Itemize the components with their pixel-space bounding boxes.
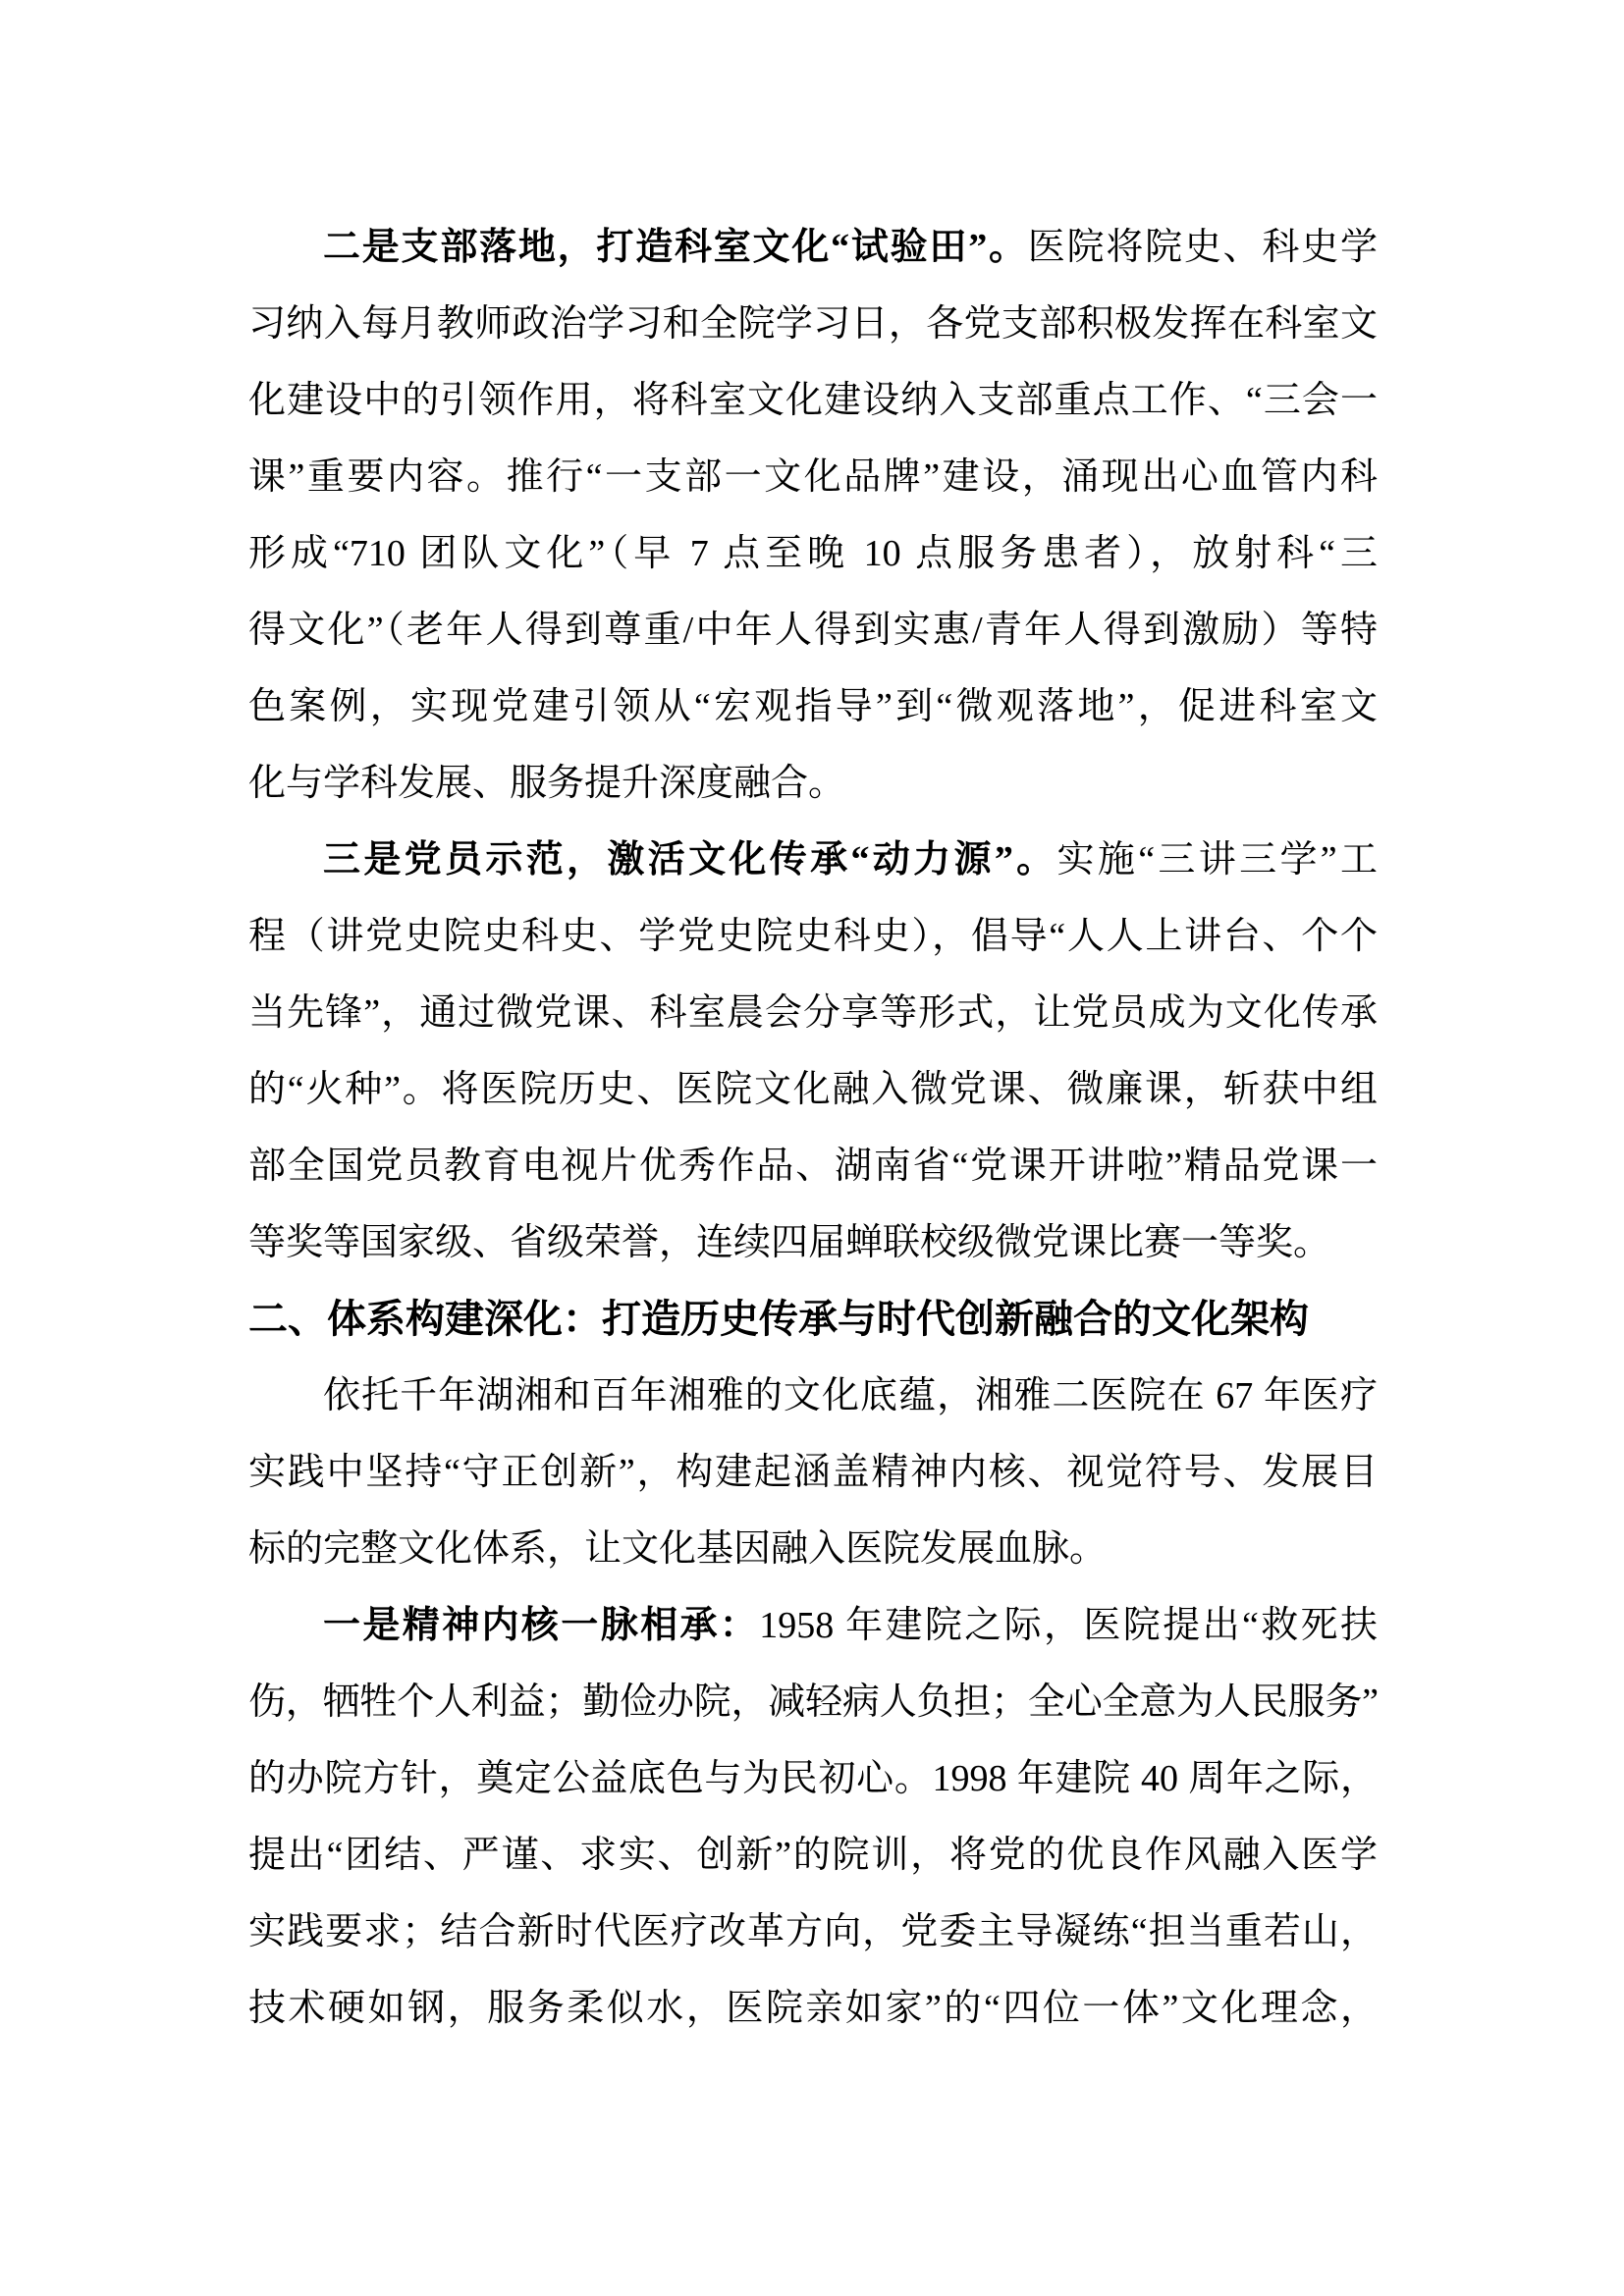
text-segment: 当先锋”，通过微党课、科室晨会分享等形式，让党员成为文化传承	[248, 992, 1378, 1034]
text-segment: 实施“三讲三学”工	[1056, 839, 1378, 881]
text-line	[248, 1434, 1378, 1511]
paragraph-lead-line	[248, 209, 1378, 286]
text-line	[248, 1664, 1378, 1740]
text-line	[248, 1740, 1378, 1817]
text-line	[248, 362, 1378, 439]
text-segment: 依托千年湖湘和百年湘雅的文化底蕴，湘雅二医院在 67 年医疗	[323, 1375, 1378, 1416]
bold-text-segment: 三是党员示范，激活文化传承“动力源”。	[323, 839, 1057, 881]
paragraph-last-line	[248, 1204, 1378, 1281]
paragraph-lead-line	[248, 822, 1378, 898]
paragraph-last-line	[248, 745, 1378, 822]
text-line	[248, 975, 1378, 1051]
text-segment: 化与学科发展、服务提升深度融合。	[248, 763, 846, 804]
paragraph-lead-line	[248, 1587, 1378, 1664]
text-line	[248, 898, 1378, 975]
text-segment: 程（讲党史院史科史、学党史院史科史），倡导“人人上讲台、个个	[248, 916, 1378, 957]
bold-text-segment: 一是精神内核一脉相承：	[323, 1605, 760, 1646]
text-segment: 伤，牺牲个人利益；勤俭办院，减轻病人负担；全心全意为人民服务”	[248, 1682, 1378, 1723]
text-segment: 习纳入每月教师政治学习和全院学习日，各党支部积极发挥在科室文	[248, 303, 1378, 345]
section-heading	[248, 1281, 1378, 1358]
text-line	[248, 1051, 1378, 1128]
text-segment: 的办院方针，奠定公益底色与为民初心。1998 年建院 40 周年之际，	[248, 1758, 1378, 1799]
text-line	[248, 1894, 1378, 1970]
bold-text-segment: 二是支部落地，打造科室文化“试验田”。	[323, 227, 1028, 268]
text-segment: 色案例，实现党建引领从“宏观指导”到“微观落地”，促进科室文	[248, 686, 1378, 727]
text-segment: 实践中坚持“守正创新”，构建起涵盖精神内核、视觉符号、发展目	[248, 1452, 1378, 1493]
text-segment: 标的完整文化体系，让文化基因融入医院发展血脉。	[248, 1528, 1108, 1570]
text-segment: 等奖等国家级、省级荣誉，连续四届蝉联校级微党课比赛一等奖。	[248, 1222, 1331, 1263]
text-line	[248, 592, 1378, 668]
text-segment: 实践要求；结合新时代医疗改革方向，党委主导凝练“担当重若山，	[248, 1911, 1378, 1952]
text-segment: 技术硬如钢，服务柔似水，医院亲如家”的“四位一体”文化理念，	[248, 1988, 1378, 2029]
text-line	[248, 439, 1378, 515]
text-line	[248, 1128, 1378, 1204]
text-segment: 部全国党员教育电视片优秀作品、湖南省“党课开讲啦”精品党课一	[248, 1146, 1378, 1187]
text-segment: 1958 年建院之际，医院提出“救死扶	[759, 1605, 1378, 1646]
text-line	[248, 668, 1378, 745]
paragraph-lead-line	[248, 1358, 1378, 1434]
text-segment: 化建设中的引领作用，将科室文化建设纳入支部重点工作、“三会一	[248, 380, 1378, 421]
paragraph-last-line	[248, 1511, 1378, 1587]
document-text	[248, 209, 1378, 2047]
text-segment: 课”重要内容。推行“一支部一文化品牌”建设，涌现出心血管内科	[248, 456, 1378, 498]
bold-text-segment: 二、体系构建深化：打造历史传承与时代创新融合的文化架构	[248, 1297, 1309, 1341]
text-segment: 得文化”（老年人得到尊重/中年人得到实惠/青年人得到激励）等特	[248, 610, 1378, 651]
text-segment: 医院将院史、科史学	[1027, 227, 1378, 268]
text-line	[248, 1817, 1378, 1894]
text-segment: 提出“团结、严谨、求实、创新”的院训，将党的优良作风融入医学	[248, 1835, 1378, 1876]
text-line	[248, 1970, 1378, 2047]
text-line	[248, 515, 1378, 592]
text-segment: 形成“710 团队文化”（早 7 点至晚 10 点服务患者），放射科“三	[248, 533, 1378, 574]
text-segment: 的“火种”。将医院历史、医院文化融入微党课、微廉课，斩获中组	[248, 1069, 1378, 1110]
text-line	[248, 286, 1378, 362]
